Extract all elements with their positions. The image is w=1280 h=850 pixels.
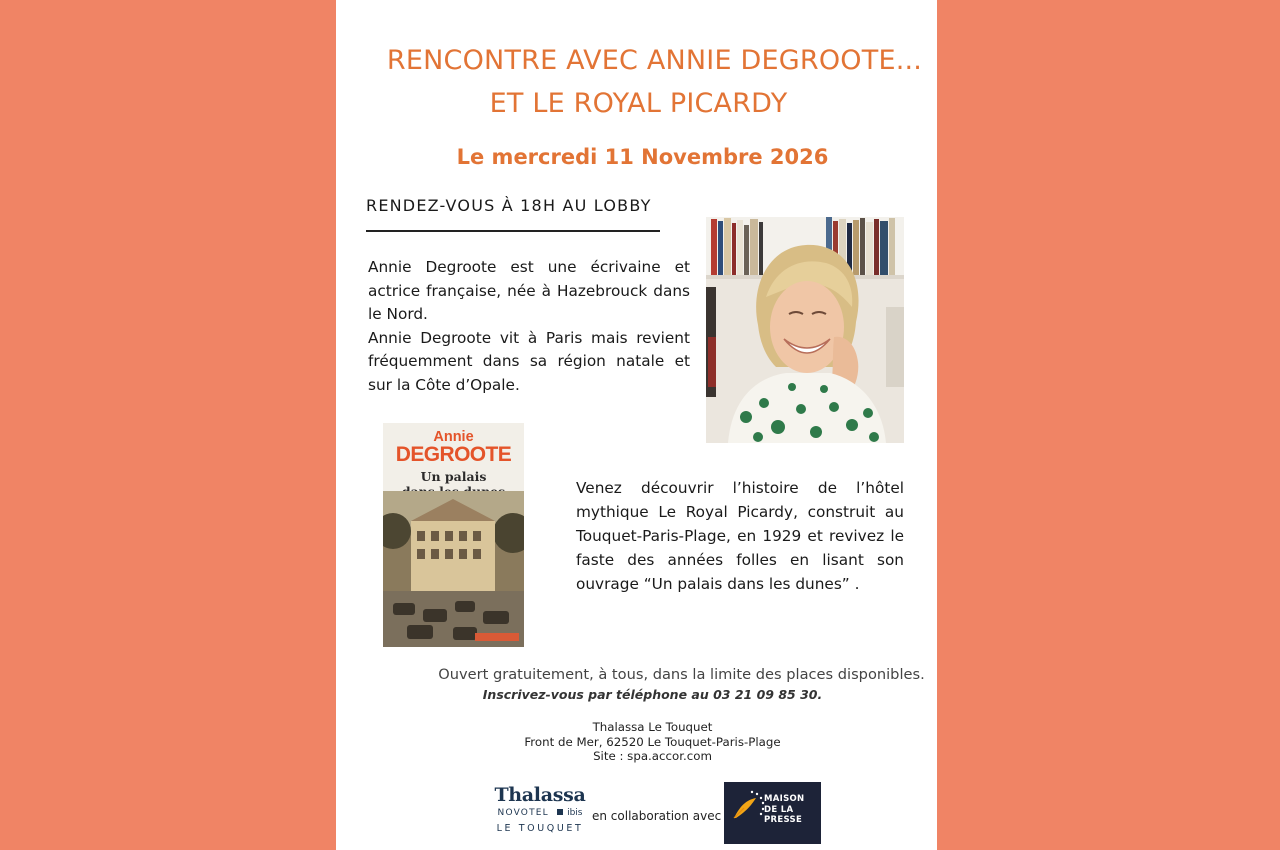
- venue-website: Site : spa.accor.com: [593, 749, 712, 763]
- story-paragraph: Venez découvrir l’histoire de l’hôtel mythique Le Royal Picardy, construit au Touquet-Paris-Plage, en 1929 et revivez le faste des années folles en lisant son ouvrage “Un palais dans les dunes” .: [576, 479, 904, 593]
- book-author-first: Annie: [433, 429, 474, 445]
- heading-underline: [366, 230, 660, 232]
- rendezvous-heading: RENDEZ-VOUS À 18H AU LOBBY: [366, 196, 652, 215]
- thalassa-logo: [494, 784, 586, 834]
- open-access-note: Ouvert gratuitement, à tous, dans la limite des places disponibles.: [438, 666, 925, 683]
- novotel-label: NOVOTEL: [497, 808, 549, 818]
- partner-brands: [494, 808, 586, 818]
- title-line-2: ET LE ROYAL PICARDY: [489, 88, 788, 119]
- mdp-line-2: DE LA PRESSE: [764, 805, 803, 825]
- mdp-line-1: MAISON: [764, 794, 805, 804]
- author-bio: [368, 256, 690, 397]
- venue-name: Thalassa Le Touquet: [592, 720, 713, 734]
- event-poster: [336, 0, 937, 850]
- book-cover: [383, 423, 524, 647]
- ibis-label: ibis: [567, 808, 583, 818]
- author-photo: [706, 217, 904, 443]
- ibis-square-icon: [557, 809, 563, 815]
- title-line-1: RENCONTRE AVEC ANNIE DEGROOTE...: [386, 45, 923, 76]
- book-cover-illustration: [383, 491, 524, 647]
- quill-icon: [730, 788, 766, 824]
- book-author-last: DEGROOTE: [395, 443, 512, 466]
- maison-de-la-presse-logo: [724, 782, 821, 844]
- thalassa-location: LE TOUQUET: [496, 823, 584, 834]
- thalassa-wordmark: Thalassa: [494, 784, 586, 806]
- bio-paragraph-2: Annie Degroote vit à Paris mais revient fréquemment dans sa région natale et sur la Côte d’Opale.: [368, 328, 690, 394]
- collaboration-text: en collaboration avec: [592, 809, 722, 823]
- book-title-line-1: Un palais: [420, 469, 487, 484]
- event-date: Le mercredi 11 Novembre 2026: [456, 145, 829, 169]
- bio-paragraph-1: Annie Degroote est une écrivaine et actrice française, née à Hazebrouck dans le Nord.: [368, 258, 690, 323]
- venue-address: Front de Mer, 62520 Le Touquet-Paris-Plage: [524, 735, 781, 749]
- author-portrait-image: [706, 217, 904, 443]
- registration-phone: Inscrivez-vous par téléphone au 03 21 09 85 30.: [482, 687, 823, 702]
